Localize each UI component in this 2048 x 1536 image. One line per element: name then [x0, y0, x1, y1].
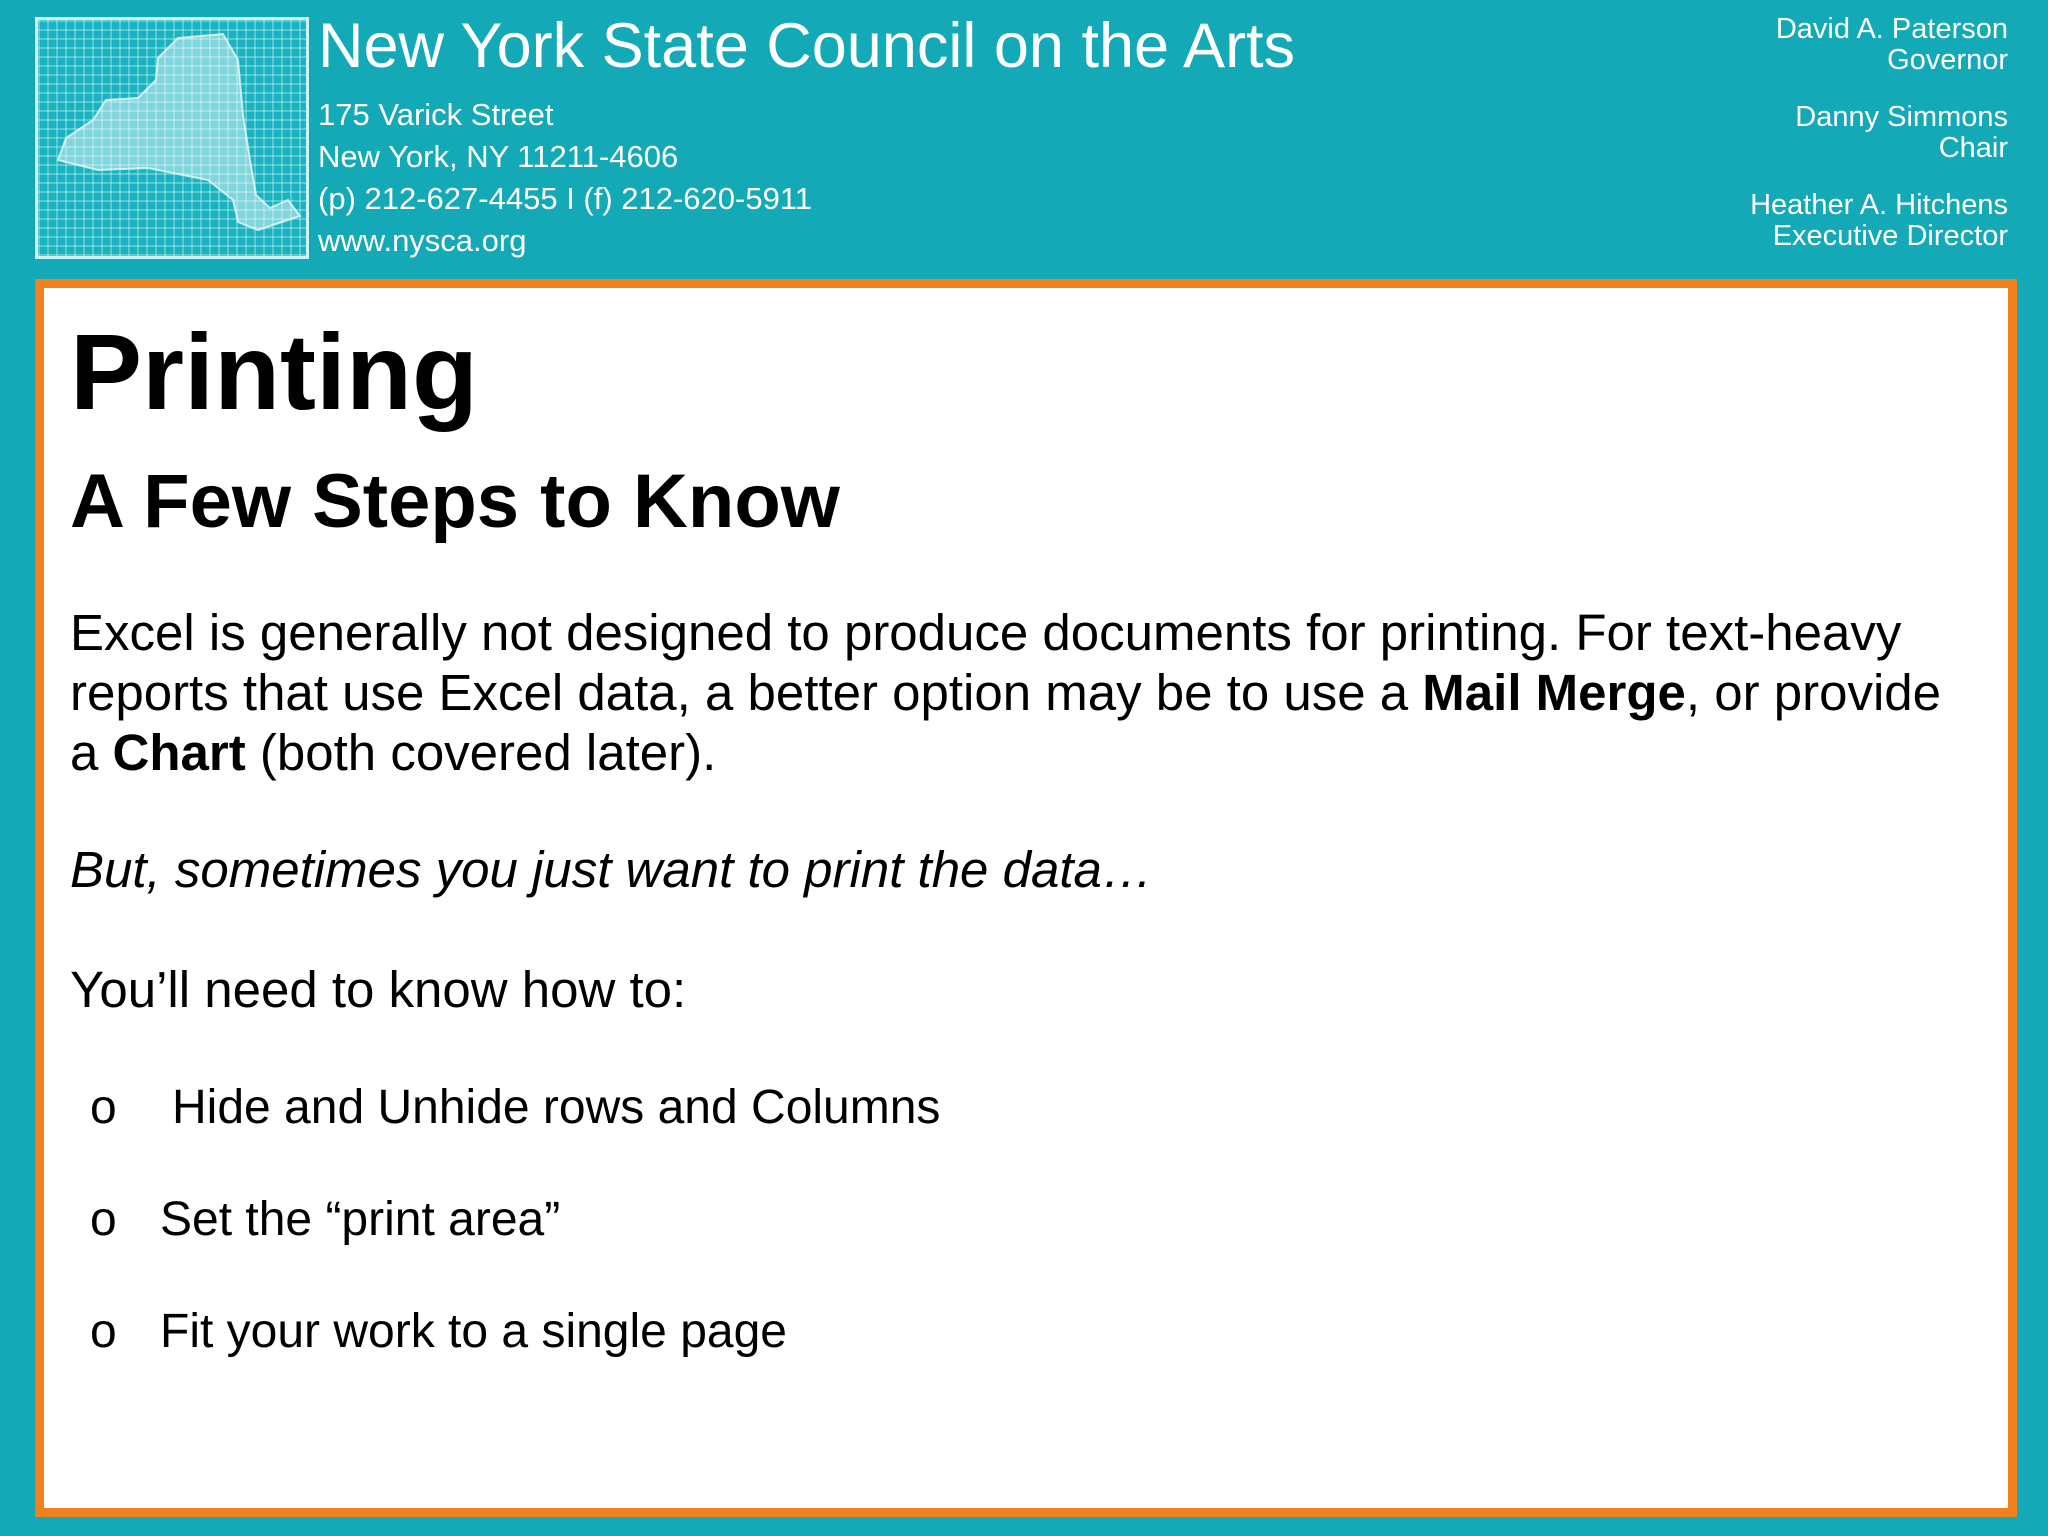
officer-executive-director [1750, 190, 2008, 252]
address-street: 175 Varick Street [318, 97, 554, 132]
step-text: Set the “print area” [160, 1193, 561, 1246]
lead-text: You’ll need to know how to: [70, 961, 687, 1018]
intro-text-3: (both covered later). [245, 724, 717, 781]
officer-governor [1750, 14, 2008, 76]
officer-name: Heather A. Hitchens [1750, 189, 2008, 221]
address-city: New York, NY 11211-4606 [318, 139, 679, 174]
address-block [318, 94, 812, 262]
address-website: www.nysca.org [318, 223, 527, 258]
bullet-marker: o [90, 1193, 117, 1246]
officer-chair [1750, 102, 2008, 164]
new-york-state-map-icon [35, 17, 309, 259]
letterhead [0, 0, 2048, 276]
officer-name: Danny Simmons [1795, 101, 2008, 133]
steps-list [90, 1078, 940, 1414]
org-name: New York State Council on the Arts [318, 11, 1296, 81]
step-text: Fit your work to a single page [160, 1305, 787, 1358]
address-phone: (p) 212-627-4455 I (f) 212-620-5911 [318, 181, 813, 216]
intro-text-2: , or provide a [70, 664, 1941, 781]
officer-role: Governor [1887, 44, 2008, 76]
intro-bold-mail-merge: Mail Merge [1422, 664, 1686, 721]
list-item [90, 1190, 940, 1302]
intro-bold-chart: Chart [112, 724, 246, 781]
intro-paragraph [70, 603, 1980, 783]
list-item [90, 1302, 940, 1414]
intro-text-1: Excel is generally not designed to produce documents for printing. For text-heavy reports that use Excel data, a better option may be to use a [70, 604, 1902, 721]
aside-italic: But, sometimes you just want to print the data… [70, 841, 1153, 898]
slide-content-panel [35, 279, 2017, 1517]
bullet-marker: o [90, 1081, 117, 1134]
officer-role: Chair [1938, 132, 2008, 164]
slide-subtitle: A Few Steps to Know [70, 459, 840, 544]
state-map-shape [38, 20, 306, 256]
list-item [90, 1078, 940, 1190]
officers-block [1750, 14, 2008, 278]
officer-role: Executive Director [1772, 220, 2008, 252]
step-text: Hide and Unhide rows and Columns [172, 1081, 941, 1134]
bullet-marker: o [90, 1305, 117, 1358]
slide-title: Printing [70, 311, 478, 432]
officer-name: David A. Paterson [1775, 13, 2008, 45]
